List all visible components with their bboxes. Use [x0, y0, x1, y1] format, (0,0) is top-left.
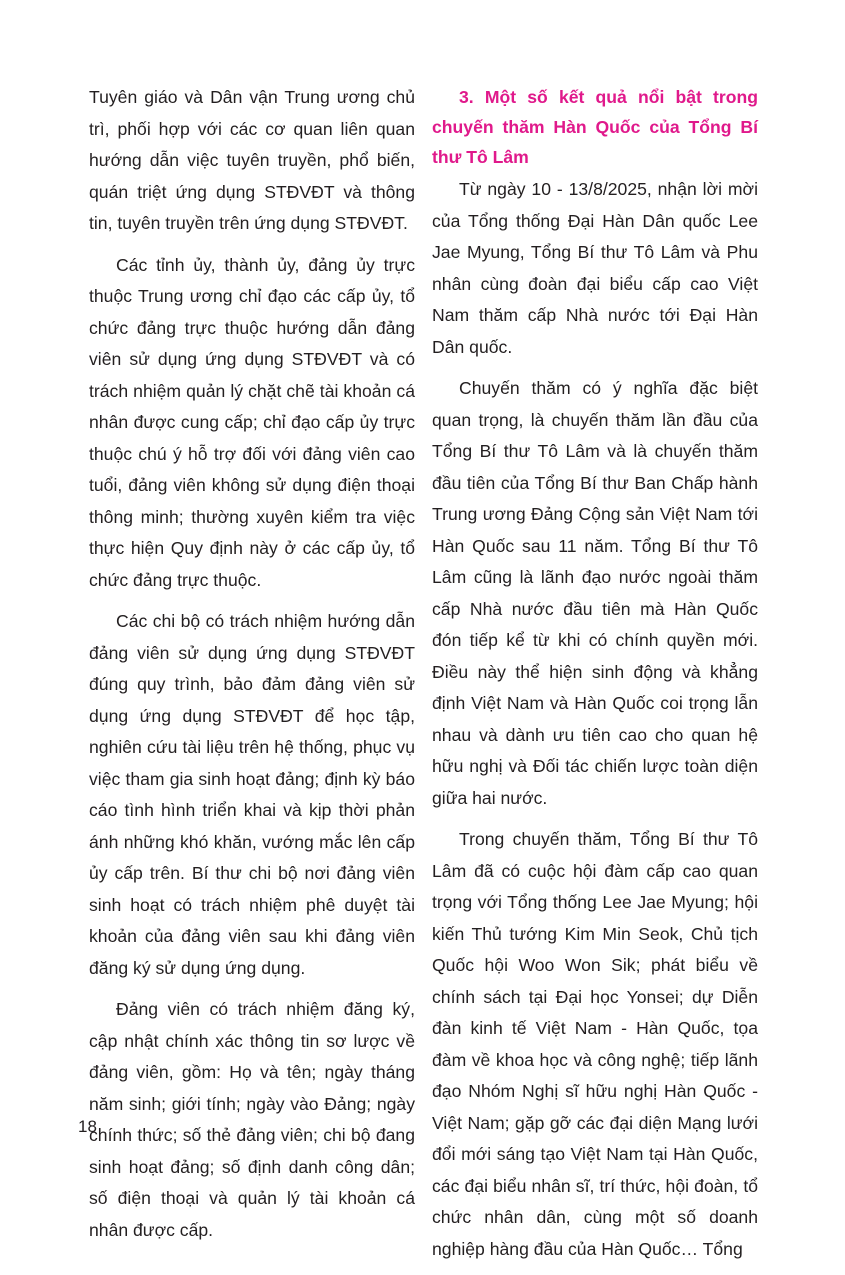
right-column [432, 82, 758, 1275]
right-paragraph-1: Từ ngày 10 - 13/8/2025, nhận lời mời của Tổng thống Đại Hàn Dân quốc Lee Jae Myung, Tổng Bí thư Tô Lâm và Phu nhân cùng đoàn đại biểu cấp cao Việt Nam thăm cấp Nhà nước tới Đại Hàn Dân quốc. [432, 179, 758, 357]
left-column [89, 82, 415, 1256]
left-paragraph-2: Các tỉnh ủy, thành ủy, đảng ủy trực thuộc Trung ương chỉ đạo các cấp ủy, tổ chức đảng trực thuộc hướng dẫn đảng viên sử dụng ứng dụng STĐVĐT và có trách nhiệm quản lý chặt chẽ tài khoản cá nhân được cung cấp; chỉ đạo cấp ủy trực thuộc chú ý hỗ trợ đối với đảng viên cao tuổi, đảng viên không sử dụng điện thoại thông minh; thường xuyên kiểm tra việc thực hiện Quy định này ở các cấp ủy, tổ chức đảng trực thuộc. [89, 254, 415, 590]
left-paragraph-3: Các chi bộ có trách nhiệm hướng dẫn đảng viên sử dụng ứng dụng STĐVĐT đúng quy trình, bảo đảm đảng viên sử dụng ứng dụng STĐVĐT để học tập, nghiên cứu tài liệu trên hệ thống, phục vụ việc tham gia sinh hoạt đảng; định kỳ báo cáo tình hình triển khai và kịp thời phản ánh những khó khăn, vướng mắc lên cấp ủy cấp trên. Bí thư chi bộ nơi đảng viên sinh hoạt có trách nhiệm phê duyệt tài khoản của đảng viên sau khi đảng viên đăng ký sử dụng ứng dụng. [89, 611, 415, 978]
right-paragraph-3: Trong chuyến thăm, Tổng Bí thư Tô Lâm đã có cuộc hội đàm cấp cao quan trọng với Tổng thống Lee Jae Myung; hội kiến Thủ tướng Kim Min Seok, Chủ tịch Quốc hội Woo Won Sik; phát biểu về chính sách tại Đại học Yonsei; dự Diễn đàn kinh tế Việt Nam - Hàn Quốc, tọa đàm về khoa học và công nghệ; tiếp lãnh đạo Nhóm Nghị sĩ hữu nghị Hàn Quốc - Việt Nam; gặp gỡ các đại diện Mạng lưới đổi mới sáng tạo Việt Nam tại Hàn Quốc, các đại biểu nhân sĩ, trí thức, hội đoàn, tổ chức nhân dân, cùng một số doanh nghiệp hàng đầu của Hàn Quốc… Tổng [432, 829, 758, 1259]
left-paragraph-1: Tuyên giáo và Dân vận Trung ương chủ trì, phối hợp với các cơ quan liên quan hướng dẫn việc tuyên truyền, phổ biến, quán triệt ứng dụng STĐVĐT và thông tin, tuyên truyền trên ứng dụng STĐVĐT. [89, 87, 415, 233]
right-paragraph-2: Chuyến thăm có ý nghĩa đặc biệt quan trọng, là chuyến thăm lần đầu của Tổng Bí thư Tô Lâm và là chuyến thăm đầu tiên của Tổng Bí thư Ban Chấp hành Trung ương Đảng Cộng sản Việt Nam tới Hàn Quốc sau 11 năm. Tổng Bí thư Tô Lâm cũng là lãnh đạo nước ngoài thăm cấp Nhà nước đầu tiên mà Hàn Quốc đón tiếp kể từ khi có chính quyền mới. Điều này thể hiện sinh động và khẳng định Việt Nam và Hàn Quốc coi trọng lẫn nhau và dành ưu tiên cao cho quan hệ hữu nghị và Đối tác chiến lược toàn diện giữa hai nước. [432, 378, 758, 808]
left-paragraph-4: Đảng viên có trách nhiệm đăng ký, cập nhật chính xác thông tin sơ lược về đảng viên, gồm: Họ và tên; ngày tháng năm sinh; giới tính; ngày vào Đảng; ngày chính thức; số thẻ đảng viên; chi bộ đang sinh hoạt đảng; số định danh công dân; số điện thoại và quản lý tài khoản cá nhân được cấp. [89, 999, 415, 1240]
section-heading: 3. Một số kết quả nổi bật trong chuyến thăm Hàn Quốc của Tổng Bí thư Tô Lâm [432, 87, 758, 167]
page-number: 18 [78, 1117, 97, 1136]
